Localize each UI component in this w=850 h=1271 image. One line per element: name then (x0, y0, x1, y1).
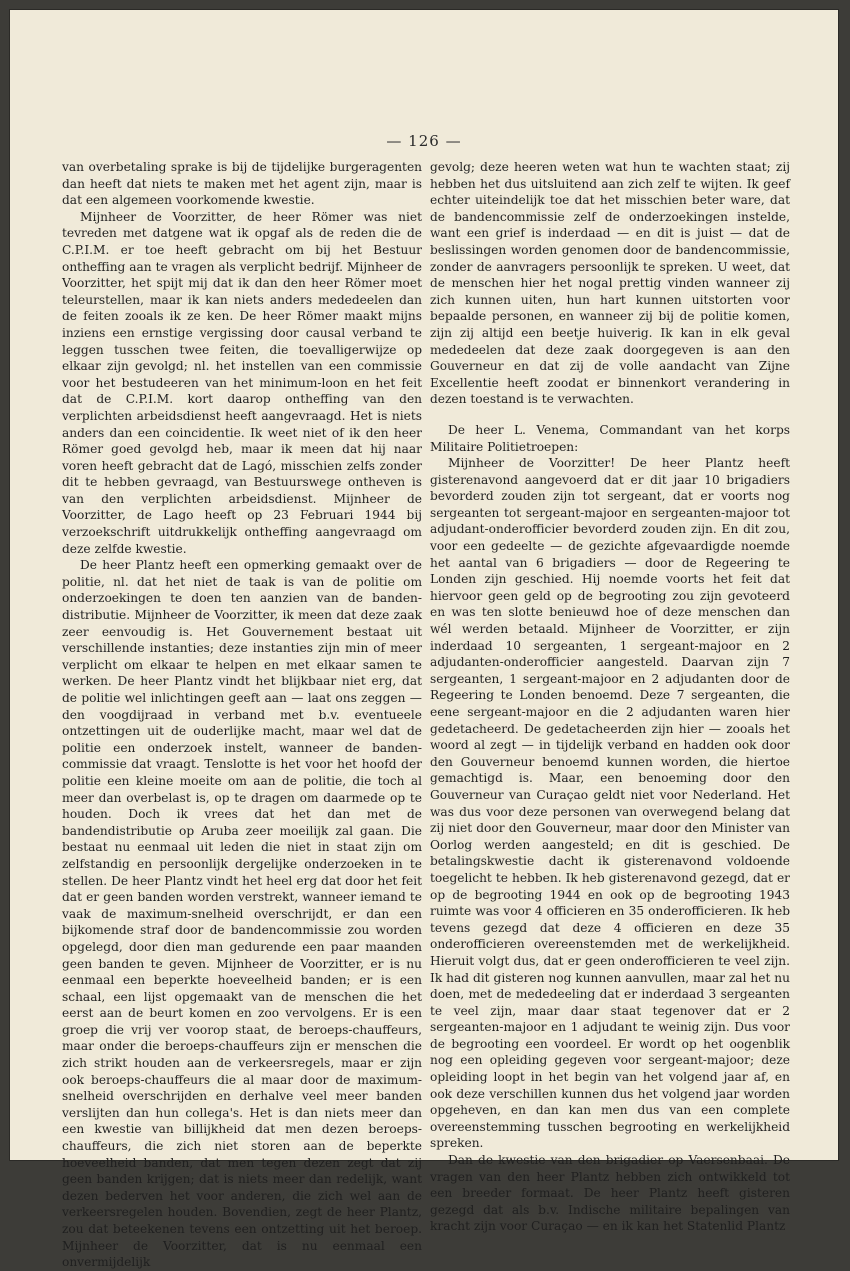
paragraph: Dan de kwestie van den brigadier op Vaersenbaai. De vragen van den heer Plantz hebben zich ontwikkeld tot een breeder formaat. De heer Plantz heeft gisteren gezegd dat als b.v. Indische militaire bepalingen van kracht zijn voor Curaçao — en ik kan het Statenlid Plantz (430, 1153, 790, 1234)
paragraph: van overbetaling sprake is bij de tijdelijke burgeragenten dan heeft dat niets te maken met het agent zijn, maar is dat een algemeen voorkomende kwestie. (62, 160, 422, 208)
paragraph: De heer Plantz heeft een opmerking gemaakt over de politie, nl. dat het niet de taak is van de politie om onderzoekingen te doen ten aanzien van de banden-distributie. Mijnheer de Voorzitter, ik meen dat deze zaak zeer eenvoudig is. Het Gouvernement bestaat uit verschillende instanties; deze instanties zijn min of meer verplicht om elkaar te helpen en met elkaar samen te werken. De heer Plantz vindt het blijkbaar niet erg, dat de politie wel inlichtingen geeft aan — laat ons zeggen — den voogdijraad in verband met b.v. eventueele ontzettingen uit de ouderlijke macht, maar wel dat de politie een onderzoek instelt, wanneer de banden-commissie dat vraagt. Tenslotte is het voor het hoofd der politie een kleine moeite om aan de politie, die toch al meer dan overbelast is, op te dragen om daarmede op te houden. Doch ik vrees dat het dan met de bandendistributie op Aruba zeer moeilijk zal gaan. Die bestaat nu eenmaal uit leden die niet in staat zijn om zelfstandig en persoonlijk dergelijke onderzoeken in te stellen. De heer Plantz vindt het heel erg dat door het feit dat er geen banden worden verstrekt, wanneer iemand te vaak de maximum-snelheid overschrijdt, er dan een bijkomende straf door de bandencommissie zou worden opgelegd, door dien man gedurende een paar maanden geen banden te geven. Mijnheer de Voorzitter, er is nu eenmaal een beperkte hoeveelheid banden; er is een schaal, een lijst opgemaakt van de menschen die het eerst aan de beurt komen en zoo vervolgens. Er is een groep die vrij ver voorop staat, de beroeps-chauffeurs, maar onder die beroeps-chauffeurs zijn er menschen die zich strikt houden aan de verkeersregels, maar er zijn ook beroeps-chauffeurs die al maar door de maximum-snelheid overschrijden en derhalve veel meer banden verslijten dan hun collega's. Het is dan niets meer dan een kwestie van billijkheid dat men dezen beroeps-chauffeurs, die zich niet storen aan de beperkte hoeveelheid banden, dat men tegen dezen zegt dat zij geen banden krijgen; dat is niets meer dan redelijk, want dezen bederven het voor anderen, die zich wel aan de verkeersregelen houden. Bovendien, zegt de heer Plantz, zou dat beteekenen tevens een ontzetting uit het beroep. Mijnheer de Voorzitter, dat is nu eenmaal een onvermijdelijk (62, 558, 422, 1270)
paragraph: Mijnheer de Voorzitter! De heer Plantz heeft gisterenavond aangevoerd dat er dit jaar 10 brigadiers bevorderd zouden zijn tot sergeant, dat er voorts nog sergeanten tot sergeant-majoor en sergeanten-majoor tot adjudant-onderofficier bevorderd zouden zijn. En dit zou, voor een gedeelte — de gezichte afgevaardigde noemde het aantal van 6 brigadiers — door de Regeering te Londen zijn geschied. Hij noemde voorts het feit dat hiervoor geen geld op de begrooting zou zijn gevoteerd en was ten slotte benieuwd hoe of deze menschen dan wél werden betaald. Mijnheer de Voorzitter, er zijn inderdaad 10 sergeanten, 1 sergeant-majoor en 2 adjudanten-onderofficier aangesteld. Daarvan zijn 7 sergeanten, 1 sergeant-majoor en 2 adjudanten door de Regeering te Londen benoemd. Deze 7 sergeanten, die eene sergeant-majoor en die 2 adjudanten waren hier gedetacheerd. De gedetacheerden zijn hier — zooals het woord al zegt — in tijdelijk verband en hadden ook door den Gouverneur benoemd kunnen worden, die hiertoe gemachtigd is. Maar, een benoeming door den Gouverneur van Curaçao geldt niet voor Nederland. Het was dus voor deze personen van overwegend belang dat zij niet door den Gouverneur, maar door den Minister van Oorlog werden aangesteld; en dit is geschied. De betalingskwestie dacht ik gisterenavond voldoende toegelicht te hebben. Ik heb gisterenavond gezegd, dat er op de begrooting 1944 en ook op de begrooting 1943 ruimte was voor 4 officieren en 35 onderofficieren. Ik heb tevens gezegd dat deze 4 officieren en deze 35 onderofficieren overeenstemden met de werkelijkheid. Hieruit volgt dus, dat er geen onderofficieren te veel zijn. Ik had dit gisteren nog kunnen aanvullen, maar zal het nu doen, met de mededeeling dat er inderdaad 3 sergeanten te veel zijn, maar daar staat tegenover dat er 2 sergeanten-majoor en 1 adjudant te weinig zijn. Dus voor de begrooting een voordeel. Er wordt op het oogenblik nog een opleiding gegeven voor sergeant-majoor; deze opleiding loopt in het begin van het volgend jaar af, en ook deze verschillen kunnen dus het volgend jaar worden opgeheven, en dan kan men dus van een complete overeenstemming tusschen begrooting en werkelijkheid spreken. (430, 456, 790, 1151)
document-page (10, 10, 838, 1270)
right-column (430, 159, 790, 1234)
left-column (62, 159, 422, 1270)
paragraph: gevolg; deze heeren weten wat hun te wachten staat; zij hebben het dus uitsluitend aan zich zelf te wijten. Ik geef echter uiteindelijk toe dat het misschien beter ware, dat de bandencommissie zelf de onderzoekingen instelde, want een grief is inderdaad — en dit is juist — dat de beslissingen worden genomen door de bandencommissie, zonder de aanvragers persoonlijk te spreken. U weet, dat de menschen hier het nogal prettig vinden wanneer zij zich kunnen uiten, hun hart kunnen uitstorten voor bepaalde personen, en wanneer zij bij de politie komen, zijn zij altijd een beetje huiverig. Ik kan in elk geval mededeelen dat deze zaak doorgegeven is aan den Gouverneur en dat zij de volle aandacht van Zijne Excellentie heeft zoodat er binnenkort verandering in dezen toestand is te verwachten. (430, 160, 790, 407)
paragraph: Mijnheer de Voorzitter, de heer Römer was niet tevreden met datgene wat ik opgaf als de reden die de C.P.I.M. er toe heeft gebracht om bij het Bestuur ontheffing aan te vragen als verplicht bedrijf. Mijnheer de Voorzitter, het spijt mij dat ik dan den heer Römer moet teleurstellen, maar ik kan niets anders mededeelen dan de feiten zooals ik ze ken. De heer Römer maakt mijns inziens een ernstige vergissing door causal verband te leggen tusschen twee feiten, die toevalligerwijze op elkaar zijn gevolgd; nl. het instellen van een commissie voor het bestudeeren van het minimum-loon en het feit dat de C.P.I.M. kort daarop ontheffing van den verplichten arbeidsdienst heeft aangevraagd. Het is niets anders dan een coincidentie. Ik weet niet of ik den heer Römer goed gevolgd heb, maar ik meen dat hij naar voren heeft gebracht dat de Lagó, misschien zelfs zonder dit te hebben gevraagd, van Bestuurswege ontheven is van den verplichten arbeidsdienst. Mijnheer de Voorzitter, de Lago heeft op 23 Februari 1944 bij verzoekschrift uitdrukkelijk ontheffing aangevraagd om deze zelfde kwestie. (62, 209, 422, 556)
speaker-heading: De heer L. Venema, Commandant van het korps Militaire Politietroepen: (430, 422, 790, 454)
page-number: — 126 — (386, 132, 462, 150)
